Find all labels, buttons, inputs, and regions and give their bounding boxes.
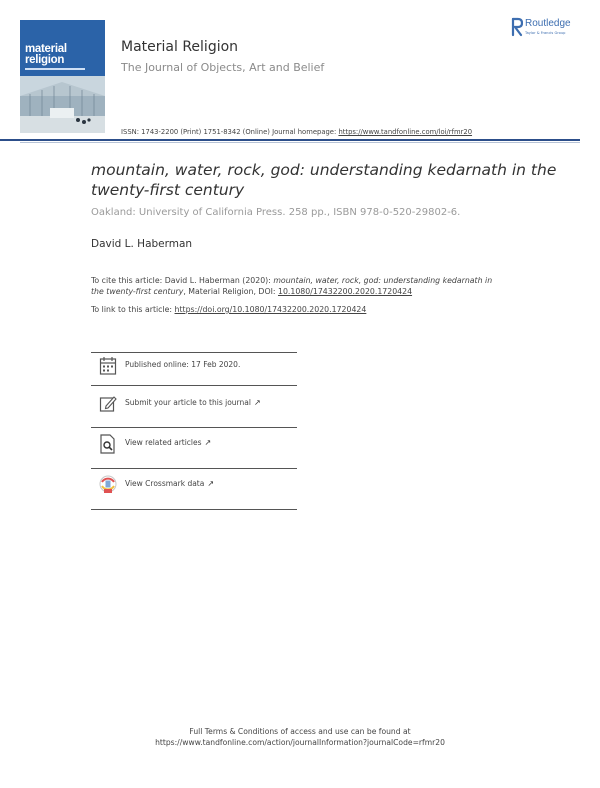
panel-divider-3 (91, 468, 297, 469)
journal-cover (20, 20, 105, 133)
citation-author-year: David L. Haberman (2020): (162, 276, 274, 285)
submit-article-text: Submit your article to this journal (125, 398, 251, 407)
panel-divider-top (91, 352, 297, 353)
citation-label: To cite this article: (91, 276, 163, 285)
cover-subtitle-bar (25, 68, 85, 70)
publisher-name: Routledge (525, 18, 571, 29)
review-publication-line: Oakland: University of California Press. 258 pp., ISBN 978-0-520-29802-6. (91, 207, 461, 218)
cover-photo-image (20, 76, 105, 133)
panel-divider-1 (91, 385, 297, 386)
routledge-logo[interactable] (511, 17, 591, 39)
article-doi-link[interactable]: https://doi.org/10.1080/17432200.2020.1720424 (174, 305, 367, 314)
related-articles-text: View related articles (125, 438, 202, 447)
header-divider (0, 139, 580, 141)
journal-homepage-link[interactable]: https://www.tandfonline.com/loi/rfmr20 (338, 128, 473, 136)
journal-title[interactable]: Material Religion (121, 39, 239, 55)
article-author: David L. Haberman (91, 238, 193, 250)
crossmark-link[interactable] (125, 479, 214, 488)
footer-line1: Full Terms & Conditions of access and use can be found at (189, 727, 411, 736)
cover-title-line1: material (25, 43, 67, 55)
crossmark-text: View Crossmark data (125, 479, 205, 488)
external-link-icon: ↗ (204, 438, 212, 447)
header-divider-thin (20, 142, 580, 143)
footer-terms-link[interactable]: https://www.tandfonline.com/action/journalInformation?journalCode=rfmr20 (155, 738, 445, 747)
issn-text: ISSN: 1743-2200 (Print) 1751-8342 (Online) Journal homepage: (121, 128, 339, 136)
external-link-icon: ↗ (253, 398, 261, 407)
issn-line (121, 128, 472, 136)
article-title: mountain, water, rock, god: understanding kedarnath in the twenty-first century (91, 161, 557, 199)
related-document-search-icon (99, 434, 117, 454)
published-online-text: Published online: 17 Feb 2020. (125, 360, 241, 369)
link-label: To link to this article: (91, 305, 175, 314)
crossmark-item[interactable] (91, 475, 301, 501)
submit-article-link[interactable] (125, 398, 261, 407)
submit-article-item[interactable] (91, 394, 301, 420)
citation-title: mountain, water, rock, god: understanding kedarnath in the twenty-first century (91, 276, 493, 296)
publisher-tagline: Taylor & Francis Group (525, 31, 566, 35)
edit-pencil-icon (99, 394, 117, 414)
article-link-line (91, 305, 366, 314)
related-articles-link[interactable] (125, 438, 211, 447)
cover-title-line2: religion (25, 54, 65, 66)
published-online-item (91, 356, 301, 382)
footer-terms (0, 726, 600, 748)
external-link-icon: ↗ (207, 479, 215, 488)
citation-journal: , Material Religion, DOI: (183, 287, 278, 296)
citation-doi-link[interactable]: 10.1080/17432200.2020.1720424 (277, 287, 413, 296)
panel-divider-2 (91, 427, 297, 428)
calendar-icon (99, 356, 117, 376)
citation-block (91, 275, 501, 297)
panel-divider-bottom (91, 509, 297, 510)
crossmark-icon (99, 475, 117, 495)
related-articles-item[interactable] (91, 434, 301, 460)
journal-subtitle: The Journal of Objects, Art and Belief (121, 61, 325, 74)
routledge-r-icon (511, 17, 523, 37)
